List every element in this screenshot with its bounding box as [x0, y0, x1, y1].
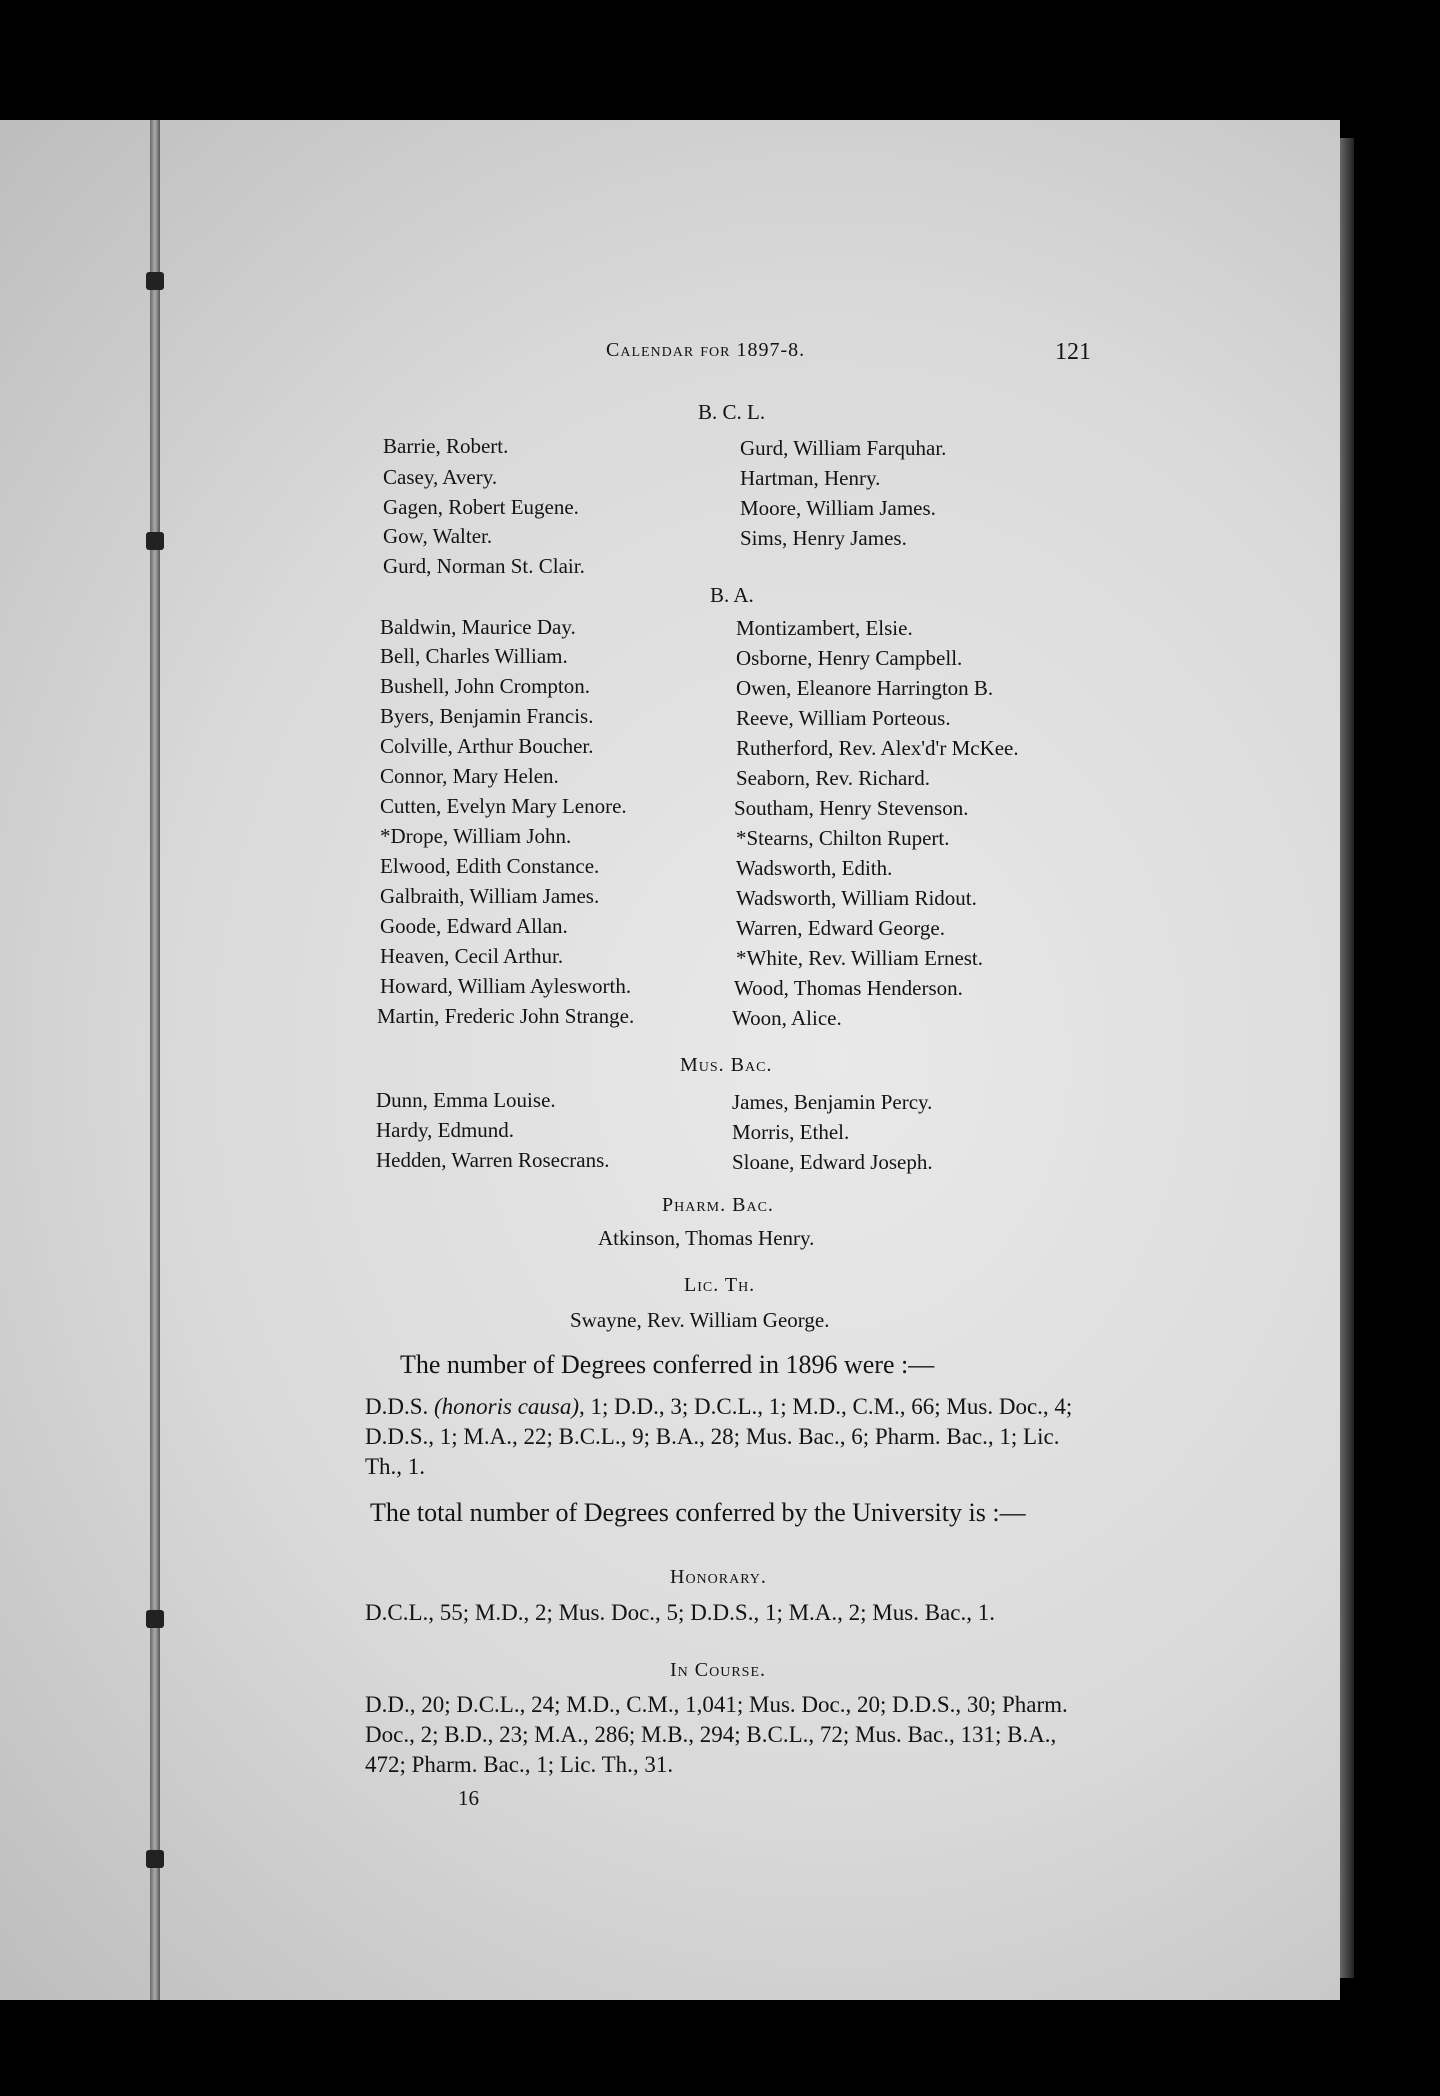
- honorary-heading: Honorary.: [670, 1566, 767, 1588]
- list-item: James, Benjamin Percy.: [732, 1090, 933, 1114]
- list-item: Hartman, Henry.: [740, 466, 881, 490]
- honoris-causa-note: (honoris causa),: [434, 1394, 585, 1419]
- list-item: Gurd, Norman St. Clair.: [383, 554, 585, 578]
- list-item: Byers, Benjamin Francis.: [380, 704, 594, 728]
- degrees-1896-intro: The number of Degrees conferred in 1896 were :—: [400, 1350, 935, 1379]
- list-item: *White, Rev. William Ernest.: [736, 946, 984, 970]
- list-item: Osborne, Henry Campbell.: [736, 646, 963, 670]
- binding-stitch: [146, 532, 164, 550]
- list-item: Wadsworth, William Ridout.: [736, 886, 977, 910]
- list-item: Southam, Henry Stevenson.: [734, 796, 969, 820]
- binding-stitch: [146, 272, 164, 290]
- list-item: Owen, Eleanore Harrington B.: [736, 676, 994, 700]
- list-item: Moore, William James.: [740, 496, 936, 520]
- list-item: Barrie, Robert.: [383, 434, 509, 458]
- section-heading-licth: Lic. Th.: [684, 1274, 756, 1296]
- list-item: Reeve, William Porteous.: [736, 706, 951, 730]
- scanned-page: [0, 120, 1340, 2000]
- list-item: Sloane, Edward Joseph.: [732, 1150, 933, 1174]
- list-item: Sims, Henry James.: [740, 526, 907, 550]
- degrees-1896-list: [365, 1392, 1085, 1482]
- degrees-1896-rest: 1; D.D., 3; D.C.L., 1; M.D., C.M., 66; Mus. Doc., 4; D.D.S., 1; M.A., 22; B.C.L., 9; B.A., 28; Mus. Bac., 6; Pharm. Bac., 1; Lic. Th., 1.: [365, 1394, 1073, 1479]
- list-item: Baldwin, Maurice Day.: [380, 615, 576, 639]
- list-item: Heaven, Cecil Arthur.: [380, 944, 564, 968]
- list-item: Gurd, William Farquhar.: [740, 436, 947, 460]
- list-item: Rutherford, Rev. Alex'd'r McKee.: [736, 736, 1019, 760]
- total-degrees-intro: The total number of Degrees conferred by the University is :—: [370, 1498, 1026, 1527]
- list-item: Gow, Walter.: [383, 524, 493, 548]
- section-heading-musbac: Mus. Bac.: [680, 1054, 773, 1076]
- list-item: Gagen, Robert Eugene.: [383, 495, 579, 519]
- list-item: Elwood, Edith Constance.: [380, 854, 600, 878]
- list-item: Cutten, Evelyn Mary Lenore.: [380, 794, 627, 818]
- binding-stitch: [146, 1610, 164, 1628]
- page-number: 121: [1055, 339, 1091, 365]
- list-item: *Stearns, Chilton Rupert.: [736, 826, 950, 850]
- list-item: Hardy, Edmund.: [376, 1118, 515, 1142]
- honorary-list: D.C.L., 55; M.D., 2; Mus. Doc., 5; D.D.S., 1; M.A., 2; Mus. Bac., 1.: [365, 1600, 995, 1625]
- list-item: Goode, Edward Allan.: [380, 914, 568, 938]
- list-item: Warren, Edward George.: [736, 916, 945, 940]
- section-heading-ba: B. A.: [710, 583, 754, 607]
- binding-thread: [150, 120, 160, 2000]
- licth-name: Swayne, Rev. William George.: [570, 1308, 830, 1332]
- list-item: Bushell, John Crompton.: [380, 674, 591, 698]
- signature-mark: 16: [458, 1786, 479, 1810]
- list-item: Howard, William Aylesworth.: [380, 974, 632, 998]
- list-item: Wadsworth, Edith.: [736, 856, 893, 880]
- section-heading-pharmbac: Pharm. Bac.: [662, 1194, 774, 1216]
- list-item: Bell, Charles William.: [380, 644, 568, 668]
- list-item: Seaborn, Rev. Richard.: [736, 766, 931, 790]
- list-item: Casey, Avery.: [383, 465, 498, 489]
- section-heading-bcl: B. C. L.: [698, 400, 766, 424]
- degrees-1896-lead: D.D.S.: [365, 1394, 429, 1419]
- list-item: Woon, Alice.: [732, 1006, 842, 1030]
- list-item: Dunn, Emma Louise.: [376, 1088, 556, 1112]
- list-item: Connor, Mary Helen.: [380, 764, 559, 788]
- list-item: Hedden, Warren Rosecrans.: [376, 1148, 610, 1172]
- list-item: Wood, Thomas Henderson.: [734, 976, 963, 1000]
- list-item: Colville, Arthur Boucher.: [380, 734, 594, 758]
- list-item: Montizambert, Elsie.: [736, 616, 913, 640]
- list-item: Galbraith, William James.: [380, 884, 600, 908]
- in-course-heading: In Course.: [670, 1659, 767, 1681]
- list-item: Martin, Frederic John Strange.: [377, 1004, 635, 1028]
- pharmbac-name: Atkinson, Thomas Henry.: [598, 1226, 815, 1250]
- binding-stitch: [146, 1850, 164, 1868]
- running-header: Calendar for 1897-8.: [606, 339, 806, 361]
- list-item: Morris, Ethel.: [732, 1120, 850, 1144]
- list-item: *Drope, William John.: [380, 824, 572, 848]
- in-course-list: D.D., 20; D.C.L., 24; M.D., C.M., 1,041; Mus. Doc., 20; D.D.S., 30; Pharm. Doc., 2; B.D., 23; M.A., 286; M.B., 294; B.C.L., 72; Mus. Bac., 131; B.A., 472; Pharm. Bac., 1; Lic. Th., 31.: [365, 1692, 1068, 1777]
